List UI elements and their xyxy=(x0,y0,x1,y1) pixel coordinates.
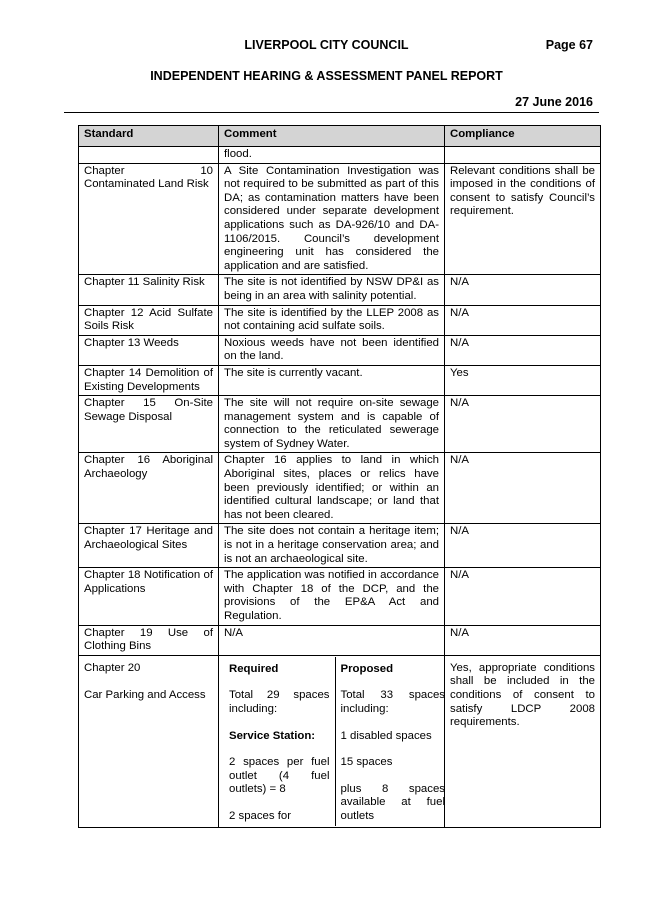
report-date: 27 June 2016 xyxy=(515,95,593,109)
comment-cell: The site is identified by the LLEP 2008 as not containing acid sulfate soils. xyxy=(219,305,445,335)
comment-cell: Chapter 16 applies to land in which Aboriginal sites, places or relics have been previously identified; or within an identified cultural landscape; or land that has not been cleared. xyxy=(219,453,445,524)
comment-cell: The site is not identified by NSW DP&I as being in an area with salinity potential. xyxy=(219,275,445,305)
compliance-cell: Relevant conditions shall be imposed in the conditions of consent to satisfy Council’s requirement. xyxy=(445,163,601,275)
report-title: INDEPENDENT HEARING & ASSESSMENT PANEL REPORT xyxy=(150,69,503,83)
parking-chapter: Chapter 20 xyxy=(84,661,141,674)
comment-cell: The site will not require on-site sewage management system and is capable of connection to the reticulated sewerage system of Sydney Water. xyxy=(219,396,445,453)
compliance-cell: N/A xyxy=(445,453,601,524)
table-row xyxy=(79,568,601,625)
parking-subtable xyxy=(224,657,450,826)
running-header xyxy=(0,38,653,54)
table-row xyxy=(79,335,601,365)
proposed-total: Total 33 spaces including: xyxy=(340,689,445,715)
required-total: Total 29 spaces including: xyxy=(229,689,330,715)
table-row xyxy=(79,305,601,335)
parking-title: Car Parking and Access xyxy=(84,689,206,702)
standard-cell: Chapter 12 Acid Sulfate Soils Risk xyxy=(79,305,219,335)
standard-cell: Chapter 17 Heritage and Archaeological Sites xyxy=(79,524,219,568)
table-row xyxy=(79,365,601,395)
required-service-station: Service Station: xyxy=(229,729,316,742)
council-name: LIVERPOOL CITY COUNCIL xyxy=(244,38,409,52)
standard-cell: Chapter 14 Demolition of Existing Developments xyxy=(79,365,219,395)
header-comment: Comment xyxy=(219,126,445,147)
compliance-cell: Yes xyxy=(445,365,601,395)
proposed-fuel: plus 8 spaces available at fuel outlets xyxy=(340,782,445,822)
header-standard: Standard xyxy=(79,126,219,147)
parking-comment-cell xyxy=(219,655,445,827)
proposed-disabled: 1 disabled spaces xyxy=(340,729,432,742)
table-row xyxy=(79,524,601,568)
standard-cell xyxy=(79,147,219,164)
required-heading: Required xyxy=(229,662,279,675)
compliance-cell: N/A xyxy=(445,335,601,365)
table-row xyxy=(79,163,601,275)
table-row xyxy=(79,147,601,164)
compliance-cell xyxy=(445,147,601,164)
proposed-heading: Proposed xyxy=(340,662,394,675)
standard-cell: Chapter 15 On-Site Sewage Disposal xyxy=(79,396,219,453)
parking-row xyxy=(79,655,601,827)
standard-cell: Chapter 10 Contaminated Land Risk xyxy=(79,163,219,275)
standard-cell: Chapter 16 Aboriginal Archaeology xyxy=(79,453,219,524)
comment-cell: The application was notified in accordance with Chapter 18 of the DCP, and the provisions of the EP&A Act and Regulation. xyxy=(219,568,445,625)
compliance-cell: Yes, appropriate conditions shall be included in the conditions of consent to satisfy LDCP 2008 requirements. xyxy=(445,655,601,827)
proposed-column xyxy=(335,657,450,826)
standard-cell xyxy=(79,655,219,827)
table-row xyxy=(79,396,601,453)
required-column xyxy=(224,657,335,826)
comment-cell: Noxious weeds have not been identified on the land. xyxy=(219,335,445,365)
comment-cell: The site is currently vacant. xyxy=(219,365,445,395)
header-compliance: Compliance xyxy=(445,126,601,147)
compliance-cell: N/A xyxy=(445,568,601,625)
comment-cell: flood. xyxy=(219,147,445,164)
required-last: 2 spaces for xyxy=(229,809,292,822)
required-fuel: 2 spaces per fuel outlet (4 fuel outlets) = 8 xyxy=(229,756,330,796)
comment-cell: N/A xyxy=(219,625,445,655)
compliance-cell: N/A xyxy=(445,396,601,453)
compliance-cell: N/A xyxy=(445,524,601,568)
table-row xyxy=(79,275,601,305)
standard-cell: Chapter 11 Salinity Risk xyxy=(79,275,219,305)
comment-cell: A Site Contamination Investigation was not required to be submitted as part of this DA; as contamination matters have been considered under separate development applications such as DA-926/10 and DA-1106/2015. Council’s development engineering unit has considered the application and are satisfied. xyxy=(219,163,445,275)
table-header-row xyxy=(79,126,601,147)
compliance-table xyxy=(78,125,601,828)
table-row xyxy=(79,625,601,655)
compliance-cell: N/A xyxy=(445,625,601,655)
standard-cell: Chapter 18 Notification of Applications xyxy=(79,568,219,625)
compliance-cell: N/A xyxy=(445,275,601,305)
standard-cell: Chapter 19 Use of Clothing Bins xyxy=(79,625,219,655)
standard-cell: Chapter 13 Weeds xyxy=(79,335,219,365)
page-number: Page 67 xyxy=(545,38,593,52)
table-row xyxy=(79,453,601,524)
proposed-spaces: 15 spaces xyxy=(340,756,393,769)
comment-cell: The site does not contain a heritage item; is not in a heritage conservation area; and is not an archaeological site. xyxy=(219,524,445,568)
header-rule xyxy=(64,112,599,113)
compliance-cell: N/A xyxy=(445,305,601,335)
